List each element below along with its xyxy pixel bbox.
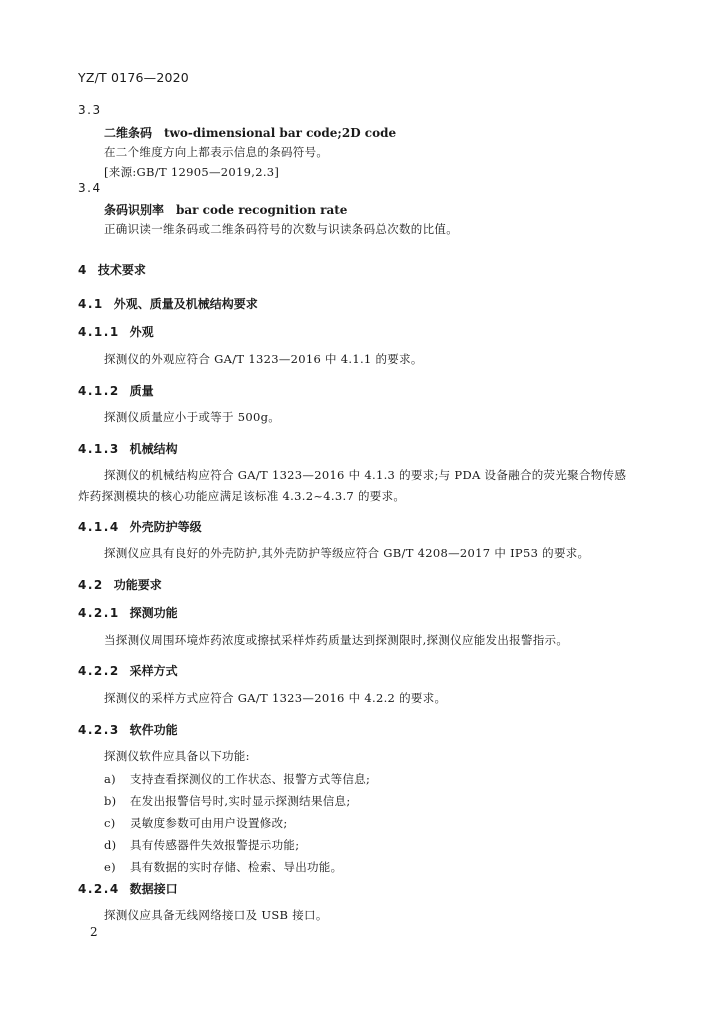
heading-number: 4.2 [78,578,104,592]
page-number: 2 [90,925,98,939]
heading-number: 4.2.1 [78,606,120,620]
heading-title: 采样方式 [129,664,178,678]
term-2d-code [104,124,396,141]
term-recognition-rate [104,201,347,218]
list-item-text: 支持查看探测仪的工作状态、报警方式等信息; [130,772,371,786]
clause-number-3-4: 3.4 [78,181,102,195]
paragraph-4-2-3-intro: 探测仪软件应具备以下功能: [104,749,250,763]
heading-number: 4.1.4 [78,520,120,534]
list-item [104,859,342,875]
heading-number: 4.1.3 [78,442,120,456]
list-item-text: 在发出报警信号时,实时显示探测结果信息; [130,794,351,808]
list-item [104,837,299,853]
list-item [104,815,288,831]
term-cn: 二维条码 [104,126,153,140]
source-2d-code: [来源:GB/T 12905—2019,2.3] [104,165,280,179]
list-item-text: 具有数据的实时存储、检索、导出功能。 [130,860,343,874]
heading-title: 机械结构 [129,442,178,456]
term-en: two-dimensional bar code;2D code [164,126,397,140]
heading-number: 4.2.2 [78,664,120,678]
heading-number: 4 [78,263,88,277]
heading-4-2-2 [78,662,178,679]
definition-2d-code: 在二个维度方向上都表示信息的条码符号。 [104,145,329,159]
heading-title: 软件功能 [129,723,178,737]
definition-recognition-rate: 正确识读一维条码或二维条码符号的次数与识读条码总次数的比值。 [104,222,458,236]
paragraph-4-1-3-line1: 探测仪的机械结构应符合 GA/T 1323—2016 中 4.1.3 的要求;与 PDA 设备融合的荧光聚合物传感 [104,468,627,482]
heading-4-1-1 [78,323,154,340]
heading-number: 4.2.4 [78,882,120,896]
list-item [104,771,370,787]
paragraph-4-2-4: 探测仪应具备无线网络接口及 USB 接口。 [104,908,328,922]
paragraph-4-2-1: 当探测仪周围环境炸药浓度或擦拭采样炸药质量达到探测限时,探测仪应能发出报警指示。 [104,633,569,647]
heading-number: 4.2.3 [78,723,120,737]
list-item [104,793,351,809]
heading-4-1 [78,295,258,312]
list-item-label: c) [104,816,116,830]
paragraph-4-1-2: 探测仪质量应小于或等于 500g。 [104,410,281,424]
list-item-label: a) [104,772,116,786]
standard-number-header: YZ/T 0176—2020 [78,70,189,85]
heading-number: 4.1 [78,297,104,311]
heading-title: 技术要求 [97,263,146,277]
heading-4-1-3 [78,440,178,457]
heading-number: 4.1.2 [78,384,120,398]
term-cn: 条码识别率 [104,203,165,217]
heading-title: 功能要求 [113,578,162,592]
paragraph-4-1-1: 探测仪的外观应符合 GA/T 1323—2016 中 4.1.1 的要求。 [104,352,423,366]
heading-4-2-4 [78,880,178,897]
heading-4-2-3 [78,721,178,738]
list-item-text: 具有传感器件失效报警提示功能; [130,838,300,852]
list-item-label: b) [104,794,117,808]
heading-title: 探测功能 [129,606,178,620]
heading-4-1-2 [78,382,154,399]
paragraph-4-1-4: 探测仪应具有良好的外壳防护,其外壳防护等级应符合 GB/T 4208—2017 中 IP53 的要求。 [104,546,590,560]
heading-title: 数据接口 [129,882,178,896]
heading-4 [78,261,146,278]
heading-title: 外观、质量及机械结构要求 [113,297,258,311]
list-item-label: e) [104,860,116,874]
heading-number: 4.1.1 [78,325,120,339]
paragraph-4-1-3-line2: 炸药探测模块的核心功能应满足该标准 4.3.2~4.3.7 的要求。 [78,489,406,503]
heading-4-2 [78,576,162,593]
term-en: bar code recognition rate [176,203,348,217]
list-item-label: d) [104,838,117,852]
heading-title: 质量 [129,384,154,398]
heading-title: 外观 [129,325,154,339]
clause-number-3-3: 3.3 [78,103,102,117]
paragraph-4-2-2: 探测仪的采样方式应符合 GA/T 1323—2016 中 4.2.2 的要求。 [104,691,447,705]
heading-4-2-1 [78,604,178,621]
heading-4-1-4 [78,518,202,535]
heading-title: 外壳防护等级 [129,520,202,534]
list-item-text: 灵敏度参数可由用户设置修改; [130,816,288,830]
